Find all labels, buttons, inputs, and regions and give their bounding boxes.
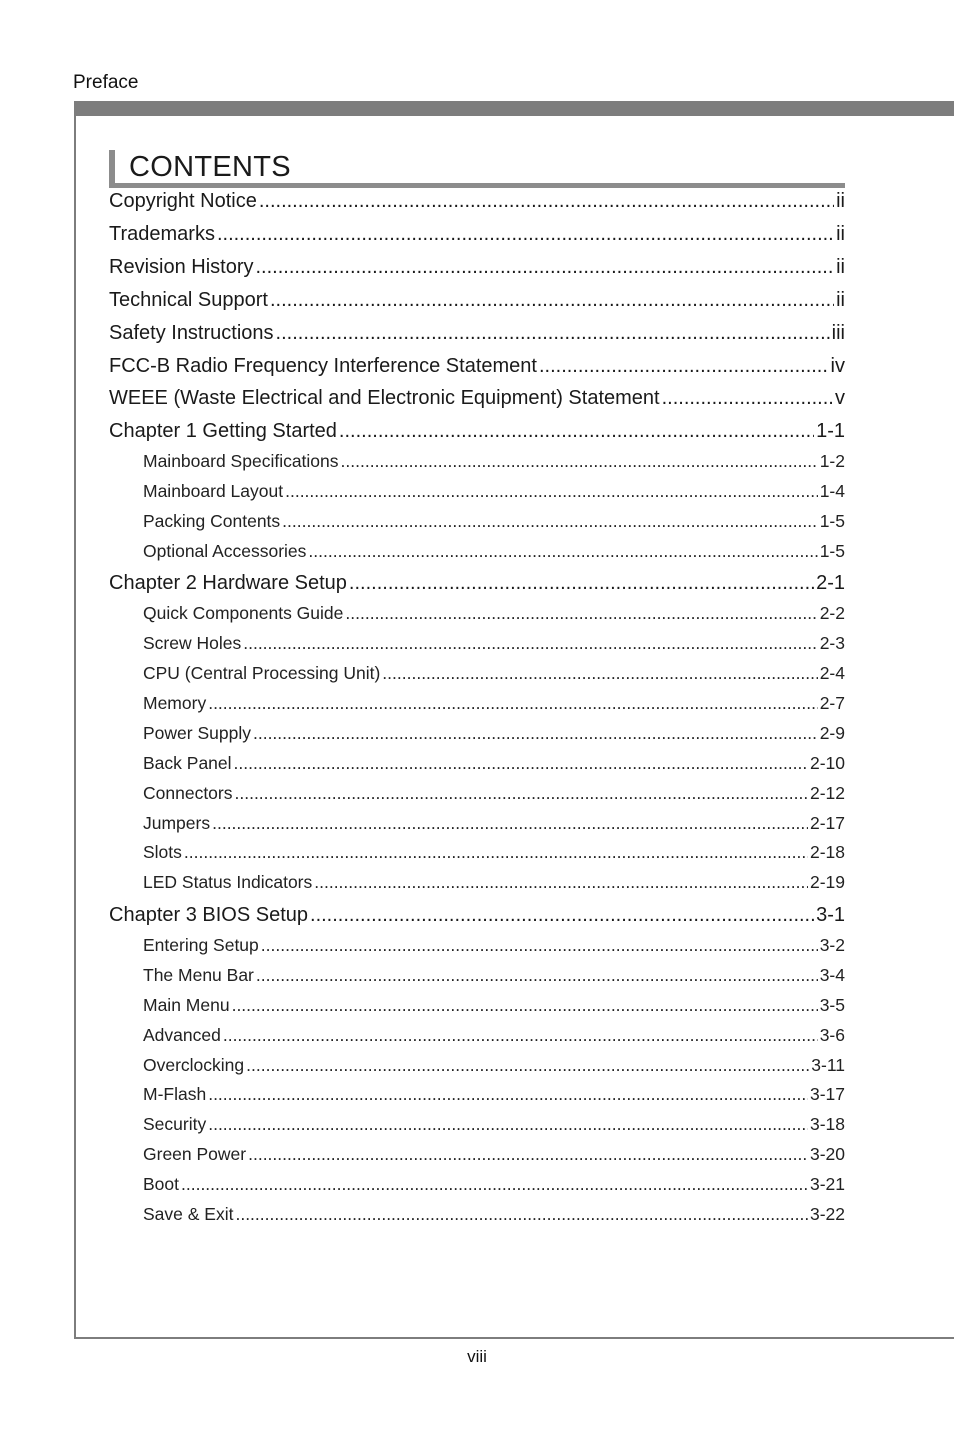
dot-leader [259, 190, 834, 213]
toc-entry-title: Safety Instructions [109, 322, 274, 344]
dot-leader [341, 451, 818, 472]
toc-entry-page: 1-4 [819, 481, 845, 501]
toc-entry[interactable] [143, 603, 845, 624]
toc-entry-page: iv [830, 355, 845, 377]
toc-entry[interactable] [143, 1204, 845, 1225]
toc-entry-title: FCC-B Radio Frequency Interference Statement [109, 355, 537, 377]
toc-entry-title: WEEE (Waste Electrical and Electronic Equipment) Statement [109, 387, 660, 409]
dot-leader [234, 753, 808, 774]
toc-entry[interactable] [143, 1144, 845, 1165]
toc-entry-title: Chapter 2 Hardware Setup [109, 572, 347, 594]
toc-entry-page: 3-1 [816, 904, 845, 926]
dot-leader [276, 322, 830, 345]
toc-entry-title: Main Menu [143, 995, 230, 1015]
toc-entry-page: 2-10 [809, 753, 845, 773]
dot-leader [253, 723, 818, 744]
dot-leader [285, 481, 818, 502]
toc-entry-page: 2-1 [816, 572, 845, 594]
toc-entry[interactable] [143, 995, 845, 1016]
toc-entry[interactable] [109, 322, 845, 345]
toc-entry-title: Save & Exit [143, 1204, 234, 1224]
dot-leader [310, 904, 814, 927]
toc-entry-title: Jumpers [143, 813, 211, 833]
toc-entry-title: Overclocking [143, 1055, 245, 1075]
dot-leader [235, 1204, 808, 1225]
toc-entry-title: Advanced [143, 1025, 221, 1045]
toc-entry[interactable] [109, 223, 845, 246]
dot-leader [208, 693, 818, 714]
toc-entry-title: Memory [143, 693, 207, 713]
toc-entry-page: 1-1 [816, 420, 845, 442]
toc-entry[interactable] [109, 904, 845, 927]
dot-leader [282, 511, 818, 532]
toc-entry[interactable] [143, 481, 845, 502]
frame-bottom-rule [74, 1337, 954, 1339]
dot-leader [184, 842, 808, 863]
toc-entry[interactable] [143, 783, 845, 804]
toc-entry-page: 1-5 [819, 541, 845, 561]
toc-entry[interactable] [143, 1025, 845, 1046]
dot-leader [349, 572, 814, 595]
toc-entry-page: 2-4 [819, 663, 845, 683]
toc-entry-title: Slots [143, 842, 182, 862]
toc-entry-title: Chapter 3 BIOS Setup [109, 904, 309, 926]
dot-leader [255, 256, 834, 279]
toc-entry-title: Technical Support [109, 289, 268, 311]
toc-entry[interactable] [143, 511, 845, 532]
toc-entry[interactable] [109, 256, 845, 279]
toc-entry[interactable] [143, 1055, 845, 1076]
toc-entry-page: 2-2 [819, 603, 845, 623]
toc-entry[interactable] [143, 813, 845, 834]
dot-leader [246, 1055, 809, 1076]
toc-entry-page: iii [831, 322, 845, 344]
toc-entry-page: 2-18 [809, 842, 845, 862]
toc-entry-page: 3-21 [809, 1174, 845, 1194]
toc-entry-page: 3-11 [811, 1055, 845, 1075]
toc-entry[interactable] [109, 190, 845, 213]
toc-entry[interactable] [143, 633, 845, 654]
toc-entry-title: LED Status Indicators [143, 872, 313, 892]
toc-entry[interactable] [109, 289, 845, 312]
toc-entry-page: 3-2 [819, 935, 845, 955]
toc-entry[interactable] [143, 872, 845, 893]
toc-entry-page: 2-17 [809, 813, 845, 833]
toc-entry[interactable] [143, 541, 845, 562]
dot-leader [208, 1114, 808, 1135]
toc-entry-title: Mainboard Layout [143, 481, 284, 501]
toc-entry-page: 2-3 [819, 633, 845, 653]
dot-leader [662, 387, 833, 410]
toc-entry[interactable] [143, 723, 845, 744]
toc-entry-page: 3-17 [809, 1084, 845, 1104]
dot-leader [243, 633, 817, 654]
dot-leader [261, 935, 818, 956]
toc-entry-page: 2-12 [809, 783, 845, 803]
dot-leader [270, 289, 834, 312]
toc-entry-title: Trademarks [109, 223, 215, 245]
toc-entry-page: 3-22 [809, 1204, 845, 1224]
toc-entry-page: v [835, 387, 845, 409]
heading-accent-bar [109, 150, 115, 184]
heading-underline [109, 183, 845, 188]
toc-entry-title: Revision History [109, 256, 254, 278]
toc-entry-page: 2-7 [819, 693, 845, 713]
toc-entry-title: Optional Accessories [143, 541, 307, 561]
dot-leader [235, 783, 808, 804]
dot-leader [382, 663, 817, 684]
contents-title: CONTENTS [129, 151, 291, 183]
toc-entry-title: Quick Components Guide [143, 603, 344, 623]
toc-entry-title: CPU (Central Processing Unit) [143, 663, 381, 683]
toc-entry-title: The Menu Bar [143, 965, 254, 985]
toc-entry[interactable] [143, 1084, 845, 1105]
toc-entry-title: Entering Setup [143, 935, 259, 955]
toc-entry[interactable] [143, 935, 845, 956]
dot-leader [256, 965, 818, 986]
contents-heading [109, 150, 845, 188]
toc-entry-page: 3-18 [809, 1114, 845, 1134]
toc-entry-page: ii [836, 256, 845, 278]
dot-leader [248, 1144, 808, 1165]
dot-leader [345, 603, 817, 624]
toc-entry-title: Copyright Notice [109, 190, 257, 212]
toc-entry[interactable] [109, 355, 845, 378]
toc-entry-page: ii [836, 190, 845, 212]
toc-entry-title: M-Flash [143, 1084, 207, 1104]
toc-entry-page: 3-4 [819, 965, 845, 985]
toc-entry[interactable] [143, 1114, 845, 1135]
toc-entry[interactable] [143, 663, 845, 684]
toc-entry-page: 1-5 [819, 511, 845, 531]
dot-leader [212, 813, 808, 834]
toc-entry-title: Power Supply [143, 723, 251, 743]
toc-entry[interactable] [143, 753, 845, 774]
toc-entry-title: Chapter 1 Getting Started [109, 420, 337, 442]
toc-entry[interactable] [143, 693, 845, 714]
toc-entry-page: ii [836, 289, 845, 311]
toc-entry-page: ii [836, 223, 845, 245]
page-number: viii [467, 1347, 487, 1366]
toc-entry[interactable] [143, 842, 845, 863]
toc-entry-page: 2-19 [809, 872, 845, 892]
frame-top-bar [74, 101, 954, 116]
toc-entry-page: 2-9 [819, 723, 845, 743]
toc-entry-title: Screw Holes [143, 633, 242, 653]
toc-entry[interactable] [143, 451, 845, 472]
toc-entry-page: 3-5 [819, 995, 845, 1015]
dot-leader [539, 355, 829, 378]
dot-leader [208, 1084, 808, 1105]
section-header: Preface [73, 72, 139, 93]
dot-leader [308, 541, 817, 562]
toc-entry[interactable] [109, 420, 845, 443]
toc-entry-title: Security [143, 1114, 207, 1134]
toc-entry-title: Green Power [143, 1144, 247, 1164]
dot-leader [217, 223, 834, 246]
frame-left-rule [74, 101, 76, 1339]
dot-leader [314, 872, 808, 893]
toc-entry-title: Back Panel [143, 753, 232, 773]
toc-entry[interactable] [109, 572, 845, 595]
toc-entry-title: Mainboard Specifications [143, 451, 339, 471]
toc-entry[interactable] [143, 1174, 845, 1195]
dot-leader [223, 1025, 818, 1046]
dot-leader [232, 995, 818, 1016]
toc-entry-page: 1-2 [819, 451, 845, 471]
toc-entry[interactable] [109, 387, 845, 410]
toc-entry-page: 3-20 [809, 1144, 845, 1164]
toc-entry[interactable] [143, 965, 845, 986]
toc-entry-title: Packing Contents [143, 511, 281, 531]
toc-entry-title: Connectors [143, 783, 233, 803]
toc-entry-page: 3-6 [819, 1025, 845, 1045]
toc-entry-title: Boot [143, 1174, 179, 1194]
dot-leader [339, 420, 814, 443]
dot-leader [181, 1174, 808, 1195]
